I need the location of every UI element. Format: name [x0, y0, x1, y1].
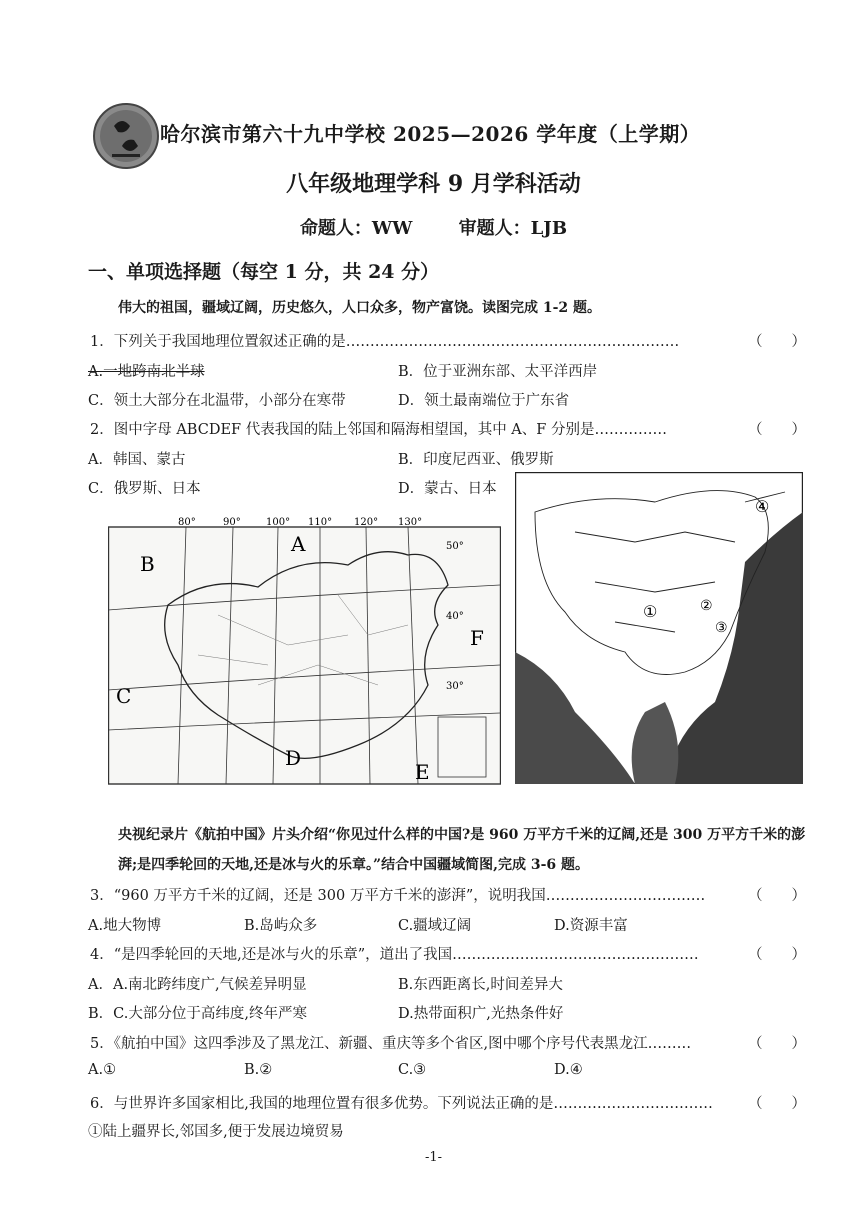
- question-5-answer-blank[interactable]: （ ）: [748, 1036, 806, 1052]
- question-3-answer-blank[interactable]: （ ）: [748, 888, 806, 904]
- lon-80: 80°: [178, 517, 196, 528]
- q4-option-b[interactable]: B.东西距离长,时间差异大: [398, 977, 563, 993]
- map-letter-c: C: [116, 684, 132, 708]
- lon-130: 130°: [398, 517, 423, 528]
- question-3-stem: 3．“960 万平方千米的辽阔，还是 300 万平方千米的澎湃”，说明我国……………………………: [90, 888, 706, 904]
- q2-option-b[interactable]: B．印度尼西亚、俄罗斯: [398, 452, 554, 468]
- section-intro-2: 央视纪录片《航拍中国》片头介绍“你见过什么样的中国?是 960 万平方千米的辽阔,还是 300 万平方千米的澎湃;是四季轮回的天地,还是冰与火的乐章。”结合中国疆域简图,完成 3-6 题。: [118, 827, 806, 873]
- map-letter-b: B: [140, 552, 155, 576]
- question-6-stem: 6．与世界许多国家相比,我国的地理位置有很多优势。下列说法正确的是……………………………: [90, 1096, 713, 1112]
- q4-option-d[interactable]: D.热带面积广,光热条件好: [398, 1006, 564, 1022]
- china-provinces-map: [515, 472, 803, 784]
- subject-title: 八年级地理学科 9 月学科活动: [286, 171, 581, 197]
- q2-option-a[interactable]: A．韩国、蒙古: [88, 452, 186, 468]
- question-4-stem: 4．“是四季轮回的天地,还是冰与火的乐章”，道出了我国……………………………………………: [90, 947, 699, 963]
- authors-line: [0, 214, 867, 240]
- q5-option-b[interactable]: B.②: [244, 1062, 273, 1078]
- q3-option-a[interactable]: A.地大物博: [88, 918, 162, 934]
- marker-2: ②: [700, 598, 713, 614]
- q1-option-a[interactable]: A.一地跨南北半球: [88, 364, 205, 380]
- q1-option-c[interactable]: C．领土大部分在北温带，小部分在寒带: [88, 393, 346, 409]
- lat-40: 40°: [446, 611, 464, 622]
- section-title: 一、单项选择题（每空 1 分，共 24 分）: [88, 261, 440, 283]
- school-logo: [92, 102, 160, 170]
- question-4-answer-blank[interactable]: （ ）: [748, 947, 806, 963]
- q5-option-c[interactable]: C.③: [398, 1062, 427, 1078]
- q2-option-c[interactable]: C．俄罗斯、日本: [88, 481, 201, 497]
- question-2-answer-blank[interactable]: （ ）: [748, 422, 806, 438]
- q3-option-d[interactable]: D.资源丰富: [554, 918, 628, 934]
- q3-option-b[interactable]: B.岛屿众多: [244, 918, 318, 934]
- setter: 命题人：WW: [299, 218, 413, 239]
- q3-option-c[interactable]: C.疆域辽阔: [398, 918, 472, 934]
- q5-option-d[interactable]: D.④: [554, 1062, 583, 1078]
- marker-1: ①: [643, 602, 658, 621]
- question-5-stem: 5．《航拍中国》这四季涉及了黑龙江、新疆、重庆等多个省区,图中哪个序号代表黑龙江………: [90, 1036, 692, 1052]
- map-letter-e: E: [415, 760, 430, 784]
- question-6-answer-blank[interactable]: （ ）: [748, 1096, 806, 1112]
- q5-option-a[interactable]: A.①: [88, 1062, 117, 1078]
- q4-option-a[interactable]: A．A.南北跨纬度广,气候差异明显: [88, 977, 307, 993]
- marker-4: ④: [755, 497, 770, 516]
- q1-option-b[interactable]: B．位于亚洲东部、太平洋西岸: [398, 364, 598, 380]
- question-1-stem: 1．下列关于我国地理位置叙述正确的是……………………………………………………………: [90, 334, 680, 350]
- question-1-answer-blank[interactable]: （ ）: [748, 334, 806, 350]
- reviewer: 审题人：LJB: [458, 218, 568, 239]
- lon-90: 90°: [223, 517, 241, 528]
- lon-100: 100°: [266, 517, 291, 528]
- lon-110: 110°: [308, 517, 333, 528]
- lon-120: 120°: [354, 517, 379, 528]
- section-intro-1: 伟大的祖国，疆域辽阔，历史悠久，人口众多，物产富饶。读图完成 1-2 题。: [118, 300, 602, 316]
- map-letter-a: A: [291, 532, 306, 556]
- q1-option-d[interactable]: D．领土最南端位于广东省: [398, 393, 570, 409]
- lat-50: 50°: [446, 541, 464, 552]
- q6-statement-1: ①陆上疆界长,邻国多,便于发展边境贸易: [88, 1124, 344, 1140]
- lat-30: 30°: [446, 681, 464, 692]
- page-number: -1-: [424, 1150, 443, 1165]
- marker-3: ③: [715, 620, 728, 636]
- question-2-stem: 2．图中字母 ABCDEF 代表我国的陆上邻国和隔海相望国，其中 A、F 分别是……………: [90, 422, 667, 438]
- q4-option-c[interactable]: B．C.大部分位于高纬度,终年严寒: [88, 1006, 307, 1022]
- china-neighbors-map: [108, 515, 501, 785]
- q2-option-d[interactable]: D．蒙古、日本: [398, 481, 497, 497]
- map-letter-d: D: [285, 746, 302, 770]
- school-title: 哈尔滨市第六十九中学校 2025—2026 学年度（上学期）: [160, 122, 701, 146]
- map-letter-f: F: [470, 626, 484, 650]
